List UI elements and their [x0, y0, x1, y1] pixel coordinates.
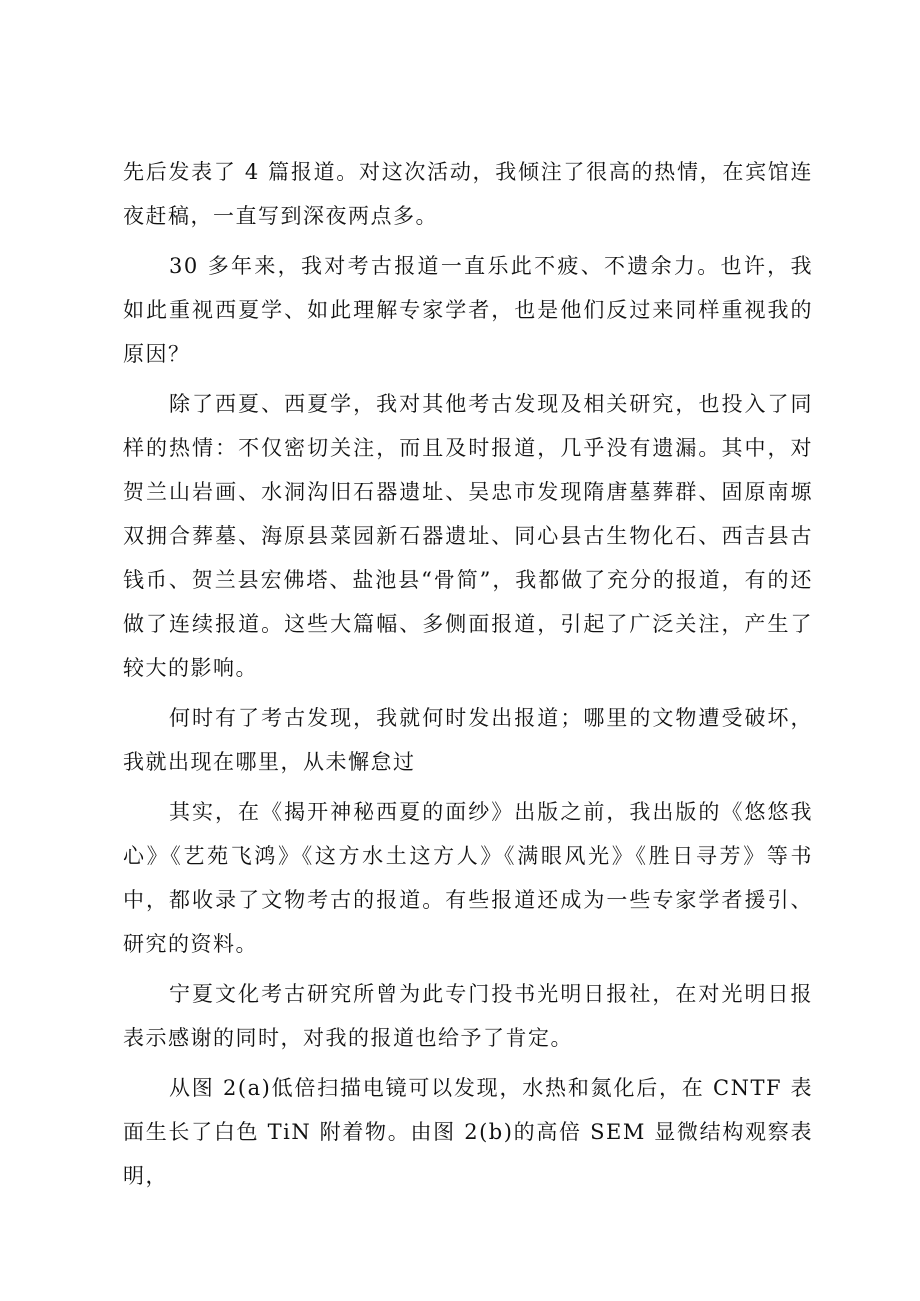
paragraph-5: 其实，在《揭开神秘西夏的面纱》出版之前，我出版的《悠悠我心》《艺苑飞鸿》《这方水土这方人》《满眼风光》《胜日寻芳》等书中，都收录了文物考古的报道。有些报道还成为一些专家学者援引、研究的资料。: [123, 800, 813, 956]
paragraph-6: 宁夏文化考古研究所曾为此专门投书光明日报社，在对光明日报表示感谢的同时，对我的报道也给予了肯定。: [123, 982, 813, 1050]
paragraph-4: 何时有了考古发现，我就何时发出报道；哪里的文物遭受破坏，我就出现在哪里，从未懈怠过: [123, 706, 813, 774]
paragraph-3: 除了西夏、西夏学，我对其他考古发现及相关研究，也投入了同样的热情：不仅密切关注，而且及时报道，几乎没有遗漏。其中，对贺兰山岩画、水洞沟旧石器遗址、吴忠市发现隋唐墓葬群、固原南塬双拥合葬墓、海原县菜园新石器遗址、同心县古生物化石、西吉县古钱币、贺兰县宏佛塔、盐池县“骨简”，我都做了充分的报道，有的还做了连续报道。这些大篇幅、多侧面报道，引起了广泛关注，产生了较大的影响。: [123, 392, 813, 680]
paragraph-1: 先后发表了 4 篇报道。对这次活动，我倾注了很高的热情，在宾馆连夜赶稿，一直写到深夜两点多。: [123, 160, 813, 228]
paragraph-7: 从图 2(a)低倍扫描电镜可以发现，水热和氮化后，在 CNTF 表面生长了白色 TiN 附着物。由图 2(b)的高倍 SEM 显微结构观察表明，: [123, 1076, 813, 1188]
paragraph-2: 30 多年来，我对考古报道一直乐此不疲、不遗余力。也许，我如此重视西夏学、如此理解专家学者，也是他们反过来同样重视我的原因？: [123, 254, 813, 366]
document-body: [123, 150, 813, 1204]
